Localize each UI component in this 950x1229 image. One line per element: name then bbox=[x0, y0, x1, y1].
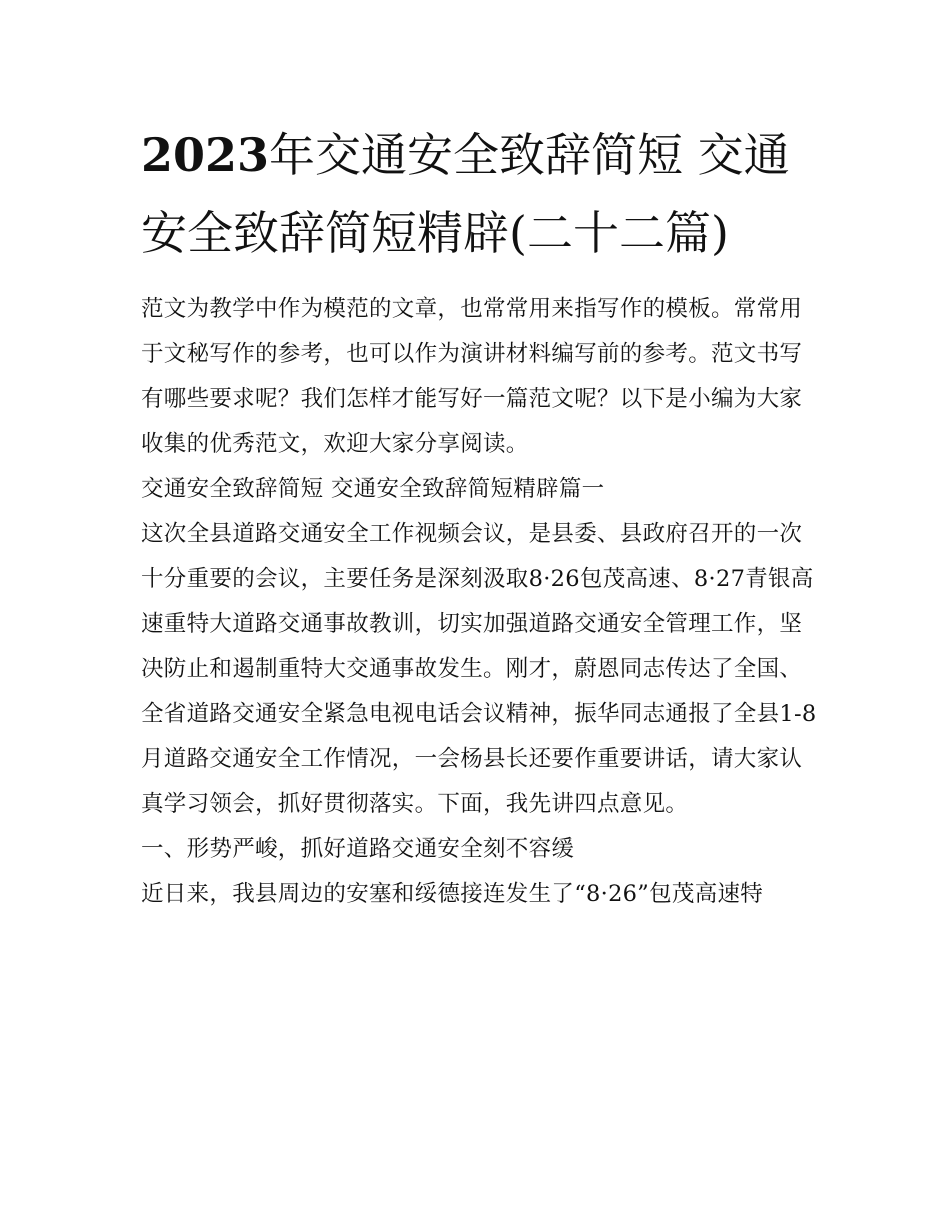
title-text: 年交通安全致辞简短 交通安全致辞简短精辟(二十二篇) bbox=[141, 128, 790, 260]
document-body bbox=[141, 287, 821, 917]
point-heading: 一、形势严峻，抓好道路交通安全刻不容缓 bbox=[141, 836, 575, 862]
last-paragraph: 近日来，我县周边的安塞和绥德接连发生了“8·26”包茂高速特 bbox=[141, 881, 764, 907]
document-page bbox=[141, 116, 821, 917]
section-heading: 交通安全致辞简短 交通安全致辞简短精辟篇一 bbox=[141, 476, 605, 502]
title-year: 2023 bbox=[141, 128, 270, 182]
intro-paragraph: 范文为教学中作为模范的文章，也常常用来指写作的模板。常常用于文秘写作的参考，也可以作为演讲材料编写前的参考。范文书写有哪些要求呢？我们怎样才能写好一篇范文呢？以下是小编为大家收集的优秀范文，欢迎大家分享阅读。 bbox=[141, 296, 803, 457]
body-paragraph: 这次全县道路交通安全工作视频会议，是县委、县政府召开的一次十分重要的会议，主要任务是深刻汲取8·26包茂高速、8·27青银高速重特大道路交通事故教训，切实加强道路交通安全管理工作，坚决防止和遏制重特大交通事故发生。刚才，蔚恩同志传达了全国、全省道路交通安全紧急电视电话会议精神，振华同志通报了全县1-8月道路交通安全工作情况，一会杨县长还要作重要讲话，请大家认真学习领会，抓好贯彻落实。下面，我先讲四点意见。 bbox=[141, 521, 817, 817]
document-title bbox=[141, 116, 821, 272]
